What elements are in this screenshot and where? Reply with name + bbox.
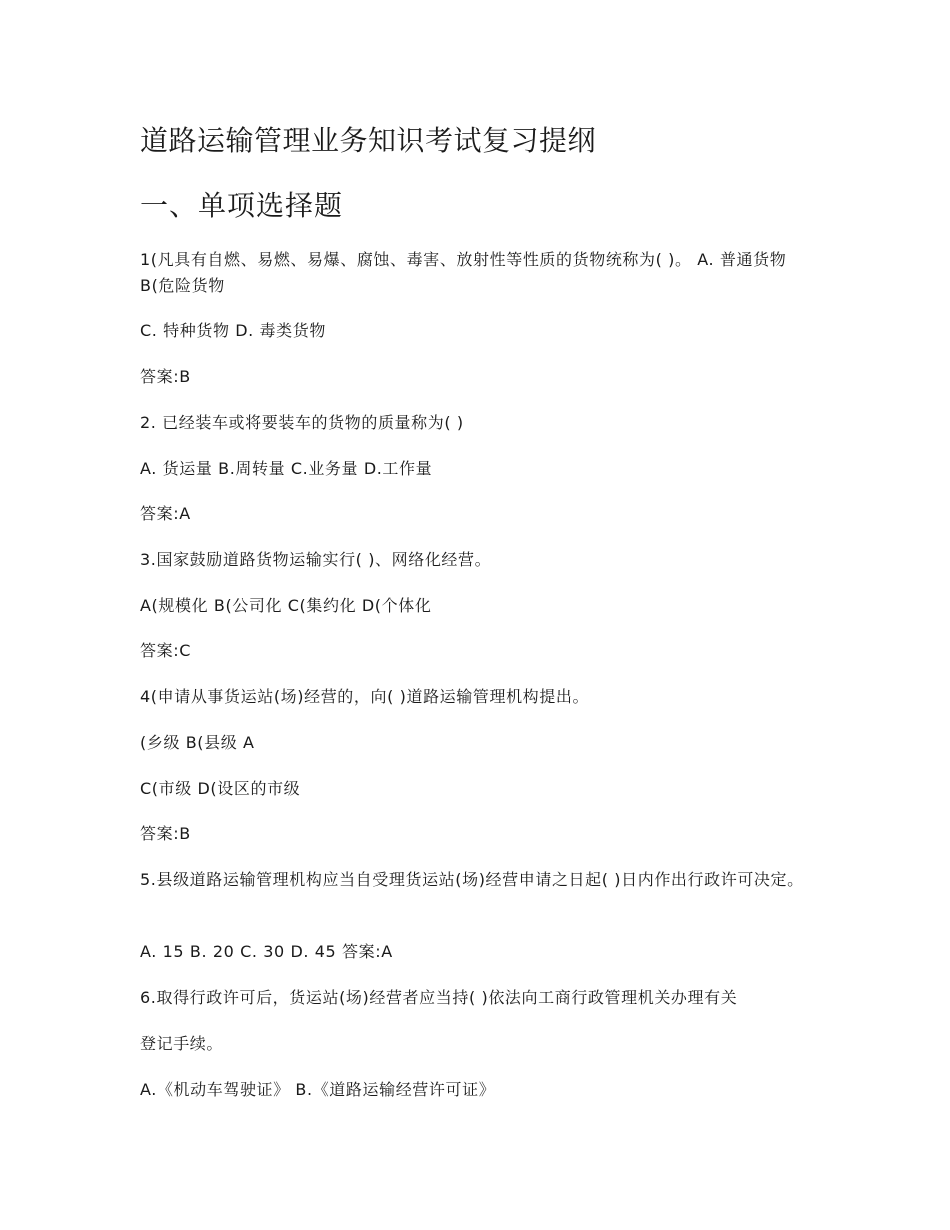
question-3-text: 3.国家鼓励道路货物运输实行( )、网络化经营。 bbox=[140, 550, 492, 569]
question-1-text: 1(凡具有自燃、易燃、易爆、腐蚀、毒害、放射性等性质的货物统称为( )。 A. 普通货物 B(危险货物 bbox=[140, 250, 787, 295]
question-2-text: 2. 已经装车或将要装车的货物的质量称为( ) bbox=[140, 413, 464, 432]
question-6-text-cont: 登记手续。 bbox=[140, 1034, 224, 1053]
question-4-answer: 答案:B bbox=[140, 824, 191, 843]
question-2-options: A. 货运量 B.周转量 C.业务量 D.工作量 bbox=[140, 459, 433, 478]
question-4-text: 4(申请从事货运站(场)经营的，向( )道路运输管理机构提出。 bbox=[140, 687, 590, 706]
question-1-answer: 答案:B bbox=[140, 367, 191, 386]
question-2-answer: 答案:A bbox=[140, 504, 191, 523]
question-6-text: 6.取得行政许可后，货运站(场)经营者应当持( )依法向工商行政管理机关办理有关 bbox=[140, 988, 738, 1007]
document-title: 道路运输管理业务知识考试复习提纲 bbox=[140, 124, 597, 157]
section-heading: 一、单项选择题 bbox=[140, 189, 344, 222]
question-5-options-answer: A. 15 B. 20 C. 30 D. 45 答案:A bbox=[140, 942, 393, 961]
question-5-text: 5.县级道路运输管理机构应当自受理货运站(场)经营申请之日起( )日内作出行政许可决定。 bbox=[140, 870, 804, 889]
question-1-options: C. 特种货物 D. 毒类货物 bbox=[140, 321, 326, 340]
question-6-options: A.《机动车驾驶证》 B.《道路运输经营许可证》 bbox=[140, 1080, 496, 1099]
question-3-options: A(规模化 B(公司化 C(集约化 D(个体化 bbox=[140, 596, 432, 615]
question-4-options-b: C(市级 D(设区的市级 bbox=[140, 779, 301, 798]
question-4-options-a: (乡级 B(县级 A bbox=[140, 733, 255, 752]
question-3-answer: 答案:C bbox=[140, 641, 191, 660]
